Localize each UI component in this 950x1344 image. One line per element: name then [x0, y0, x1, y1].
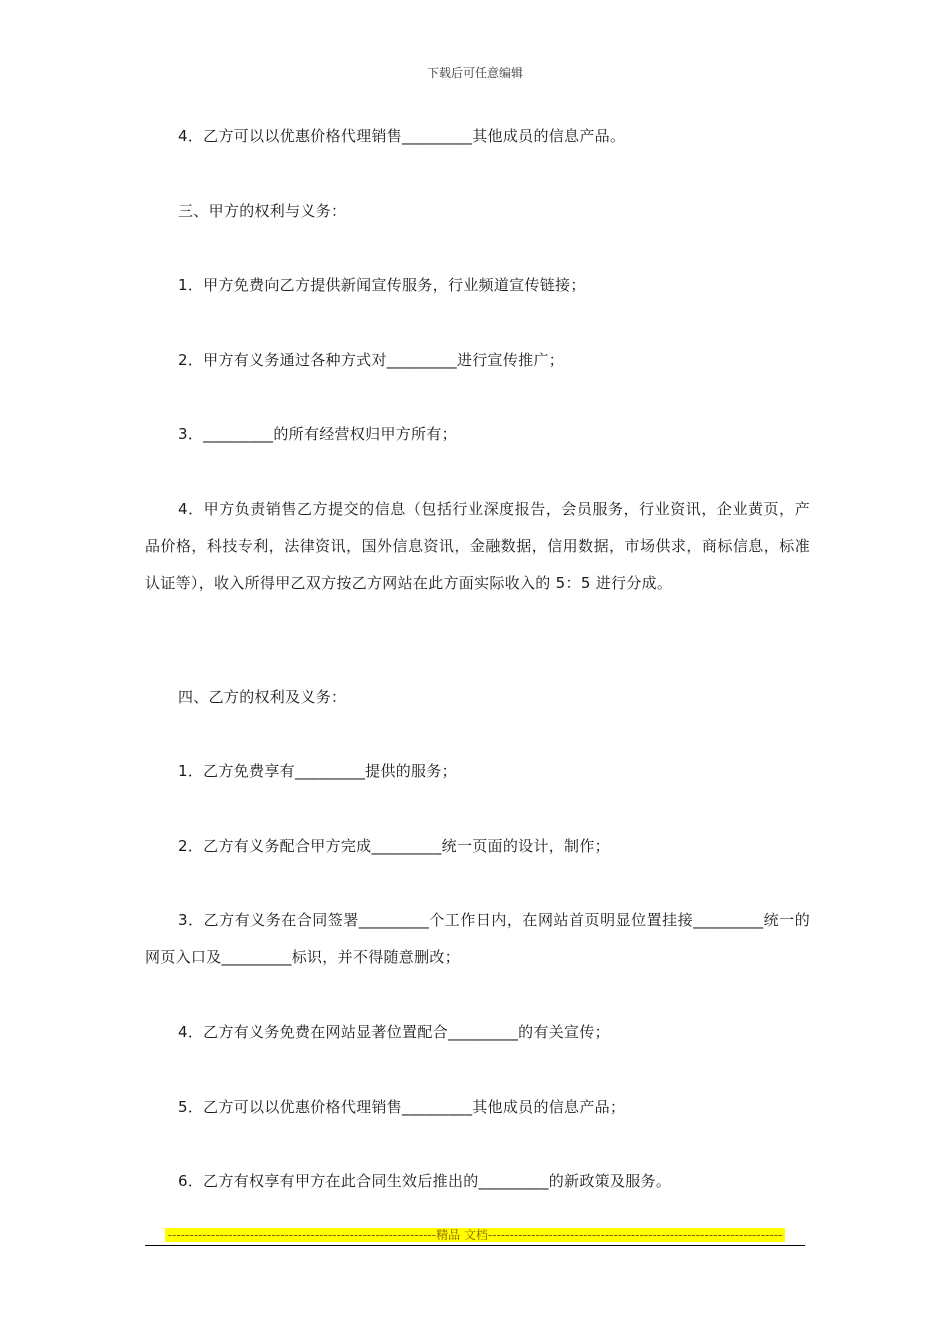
clause-c-4: 4．甲方负责销售乙方提交的信息（包括行业深度报告，会员服务，行业资讯，企业黄页，产品价格，科技专利，法律资讯，国外信息资讯，金融数据，信用数据，市场供求，商标信息，标准认证等），收入所得甲乙双方按乙方网站在此方面实际收入的 5：5 进行分成。 — [145, 500, 810, 592]
clause-d-4: 4．乙方有义务免费在网站显著位置配合_________的有关宣传； — [178, 1023, 610, 1041]
section-heading-3: 三、甲方的权利与义务： — [178, 202, 347, 220]
clause-d-3: 3．乙方有义务在合同签署_________个工作日内，在网站首页明显位置挂接_________统一的网页入口及_________标识，并不得随意删改； — [145, 911, 810, 966]
footer-rule — [145, 1245, 805, 1246]
footer-highlight-bar: --------------------------------------------------------------精品 文档-------------------------------------------------------------------- — [165, 1228, 785, 1242]
clause-c-2: 2．甲方有义务通过各种方式对_________进行宣传推广； — [178, 351, 565, 369]
clause-d-1: 1．乙方免费享有_________提供的服务； — [178, 762, 457, 780]
clause-c-3: 3．_________的所有经营权归甲方所有； — [178, 425, 457, 443]
section-heading-4: 四、乙方的权利及义务： — [178, 688, 347, 706]
clause-d-6: 6．乙方有权享有甲方在此合同生效后推出的_________的新政策及服务。 — [178, 1172, 672, 1190]
clause-b-4: 4．乙方可以以优惠价格代理销售_________其他成员的信息产品。 — [178, 127, 626, 145]
clause-d-5: 5．乙方可以以优惠价格代理销售_________其他成员的信息产品； — [178, 1098, 626, 1116]
page-header: 下载后可任意编辑 — [426, 66, 523, 80]
clause-c-1: 1．甲方免费向乙方提供新闻宣传服务，行业频道宣传链接； — [178, 276, 586, 294]
clause-d-2: 2．乙方有义务配合甲方完成_________统一页面的设计，制作； — [178, 837, 610, 855]
